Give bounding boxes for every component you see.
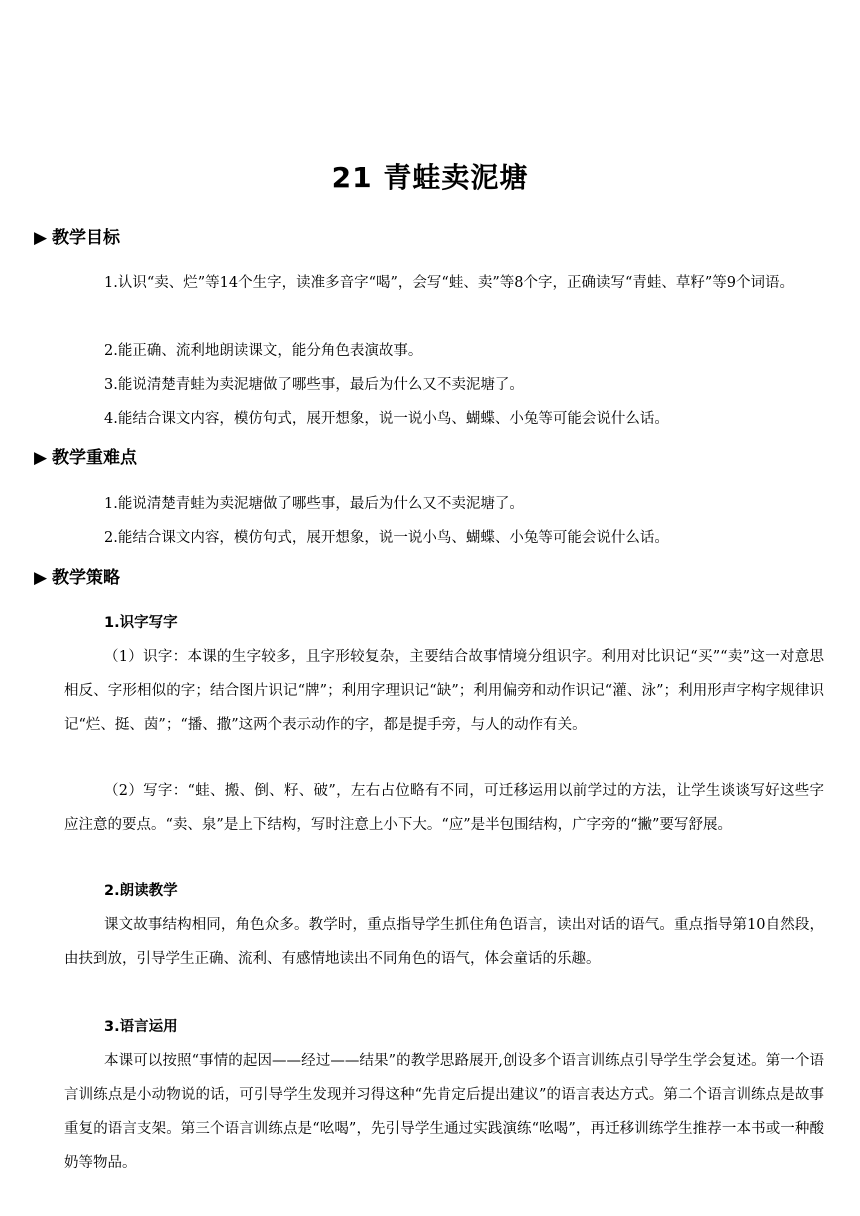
- strategy-paragraph-writing: （2）写字：“蛙、搬、倒、籽、破”，左右占位略有不同，可迁移运用以前学过的方法，让学生谈谈写好这些字应注意的要点。“卖、泉”是上下结构，写时注意上小下大。“应”是半包围结构，广字旁的“撇”要写舒展。: [64, 783, 824, 833]
- goal-item-4: 4.能结合课文内容，模仿句式，展开想象，说一说小鸟、蝴蝶、小兔等可能会说什么话。: [104, 411, 669, 427]
- goal-item-1: 1.认识“卖、烂”等14个生字，读准多音字“喝”，会写“蛙、卖”等8个字，正确读写“青蛙、草籽”等9个词语。: [104, 275, 795, 291]
- triangle-marker-icon: ▶: [34, 448, 48, 468]
- key-point-item-1: 1.能说清楚青蛙为卖泥塘做了哪些事，最后为什么又不卖泥塘了。: [104, 496, 524, 512]
- section-heading-text: 教学策略: [52, 568, 120, 588]
- triangle-marker-icon: ▶: [34, 568, 48, 588]
- strategy-paragraph-reading: 课文故事结构相同，角色众多。教学时，重点指导学生抓住角色语言，读出对话的语气。重点指导第10自然段，由扶到放，引导学生正确、流利、有感情地读出不同角色的语气，体会童话的乐趣。: [64, 917, 824, 967]
- goal-item-2: 2.能正确、流利地朗读课文，能分角色表演故事。: [104, 343, 423, 359]
- strategy-paragraph-language: 本课可以按照“事情的起因——经过——结果”的教学思路展开,创设多个语言训练点引导学生学会复述。第一个语言训练点是小动物说的话，可引导学生发现并习得这种“先肯定后提出建议”的语言表达方式。第二个语言训练点是故事重复的语言支架。第三个语言训练点是“吆喝”，先引导学生通过实践演练“吆喝”，再迁移训练学生推荐一本书或一种酸奶等物品。: [64, 1053, 824, 1171]
- section-heading-key-points: [34, 446, 137, 470]
- section-heading-text: 教学重难点: [52, 448, 137, 468]
- strategy-subheading-literacy: 1.识字写字: [104, 615, 178, 631]
- key-point-item-2: 2.能结合课文内容，模仿句式，展开想象，说一说小鸟、蝴蝶、小兔等可能会说什么话。: [104, 530, 669, 546]
- section-heading-strategy: [34, 566, 120, 590]
- strategy-subheading-language: 3.语言运用: [104, 1019, 178, 1035]
- strategy-paragraph-literacy: （1）识字：本课的生字较多，且字形较复杂，主要结合故事情境分组识字。利用对比识记“买”“卖”这一对意思相反、字形相似的字；结合图片识记“牌”；利用字理识记“缺”；利用偏旁和动作识记“灌、泳”；利用形声字构字规律识记“烂、挺、茵”；“播、撒”这两个表示动作的字，都是提手旁，与人的动作有关。: [64, 649, 824, 733]
- goal-item-3: 3.能说清楚青蛙为卖泥塘做了哪些事，最后为什么又不卖泥塘了。: [104, 377, 524, 393]
- document-title: 21 青蛙卖泥塘: [331, 161, 529, 194]
- section-heading-text: 教学目标: [52, 228, 120, 248]
- section-heading-goals: [34, 226, 120, 250]
- triangle-marker-icon: ▶: [34, 228, 48, 248]
- strategy-subheading-reading: 2.朗读教学: [104, 883, 178, 899]
